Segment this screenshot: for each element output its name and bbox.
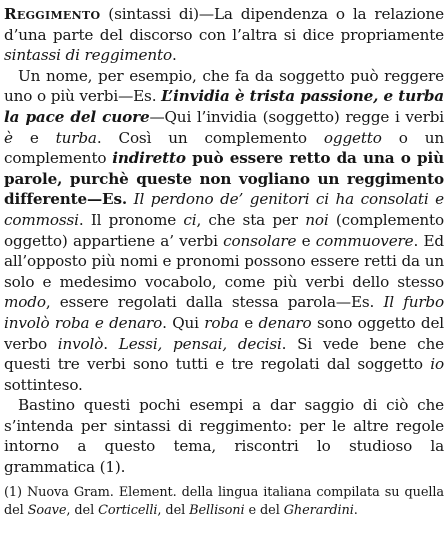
text-run: . Il pronome	[78, 210, 184, 229]
entry-paragraph-conclusion	[4, 395, 444, 477]
text-run: (sintassi di)—La dipendenza o la relazione d’una parte del discorso con l’altra si dice propriamente	[4, 5, 444, 44]
italic-term: è	[4, 128, 13, 147]
example-sentence: Il perdono de’ genitori ci ha consolati e commossi	[4, 190, 444, 229]
example-sentence: Il furbo involò roba e denaro	[4, 293, 444, 332]
italic-term: consolare	[223, 231, 297, 250]
author-name: Corticelli	[98, 502, 158, 518]
text-run: , del	[66, 502, 99, 518]
text-run: . Così un complemento	[96, 128, 324, 147]
text-run: e del	[244, 502, 284, 518]
dictionary-page	[4, 4, 444, 520]
italic-term: turba	[55, 128, 97, 147]
italic-term: roba	[204, 313, 239, 332]
text-run: (complemento oggetto) appartiene a’ verbi	[4, 210, 444, 250]
italic-term: involò	[57, 334, 104, 353]
bold-text-run: può essere retto da una o più parole, purchè queste non vogliano un reggimento differente—Es.	[4, 149, 444, 209]
text-run: .	[353, 502, 358, 518]
italic-term: commuovere	[315, 231, 414, 250]
text-run: , essere regolati dalla stessa parola—Es.	[45, 293, 384, 312]
entry-paragraph-definition	[4, 4, 444, 66]
text-run: e	[12, 128, 56, 147]
text-run: . Si vede bene che questi tre verbi sono tutti e tre regolati dal soggetto	[4, 334, 445, 374]
text-run: sottinteso.	[4, 375, 83, 394]
italic-term: sintassi di reggimento	[4, 46, 172, 65]
entry-headword: Reggimento	[4, 5, 101, 23]
text-run: (1) Nuova Gram. Element. della lingua italiana compilata su quella del	[4, 484, 444, 518]
entry-paragraph-examples	[4, 66, 444, 396]
text-run: .	[103, 334, 119, 353]
text-run: e	[296, 231, 316, 250]
italic-term: oggetto	[323, 128, 382, 147]
text-run: —Qui l’invidia (soggetto) regge i verbi	[149, 107, 444, 126]
italic-term: ci	[183, 210, 197, 229]
footnote	[4, 484, 444, 520]
text-run: . Qui	[162, 313, 205, 332]
italic-term: denaro	[258, 313, 312, 332]
text-run: , che sta per	[196, 210, 306, 229]
text-run: e	[238, 313, 259, 332]
text-run: Bastino questi pochi esempi a dar saggio di ciò che s’intenda per sintassi di reggimento: per le altre regole intorno a questo tema, riscontri lo studioso la grammatica (1).	[4, 396, 444, 477]
author-name: Soave	[27, 502, 67, 518]
example-sentence: Lessi, pensai, decisi	[118, 334, 282, 353]
italic-term: modo	[4, 293, 46, 312]
text-run: sono oggetto del verbo	[4, 313, 444, 353]
text-run: . Ed all’opposto più nomi e pronomi possono essere retti da un solo e medesimo vocabolo, come più verbi dello stesso	[4, 231, 444, 291]
text-run: o un complemento	[4, 128, 444, 168]
example-sentence: L’invidia è trista passione, e turba la pace del cuore	[4, 87, 444, 126]
author-name: Gherardini	[283, 502, 354, 518]
bold-italic-term: indiretto	[112, 149, 186, 168]
author-name: Bellisoni	[189, 502, 245, 518]
italic-term: noi	[305, 210, 329, 229]
text-run: Un nome, per esempio, che fa da soggetto può reggere uno o più verbi—Es.	[4, 66, 444, 106]
text-run	[127, 190, 134, 208]
italic-term: io	[430, 355, 444, 374]
text-run: .	[171, 46, 177, 65]
text-run: , del	[157, 502, 190, 518]
